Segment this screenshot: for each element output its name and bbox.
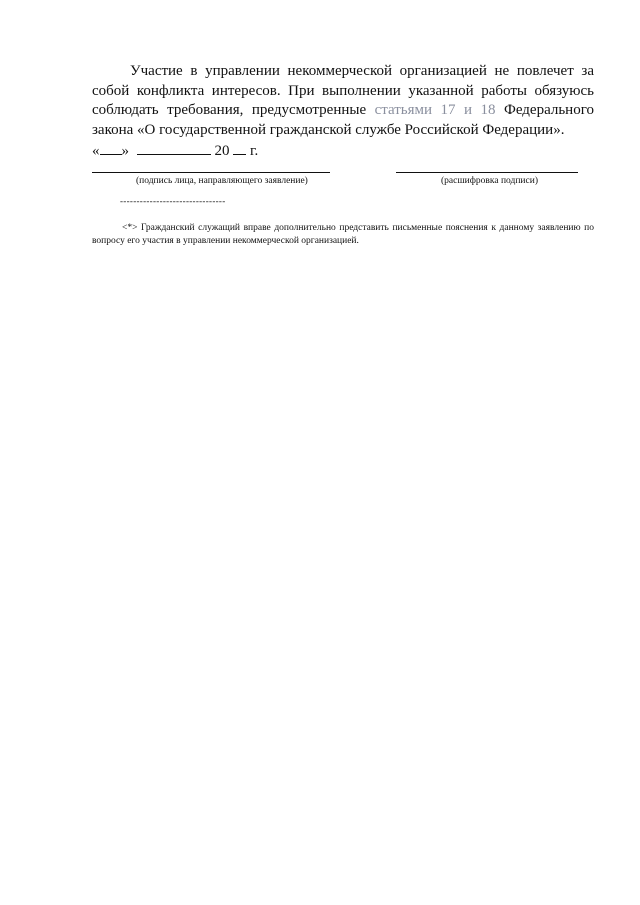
signature-line: [92, 172, 330, 173]
day-blank: [100, 142, 122, 155]
law-articles-link[interactable]: статьями 17 и 18: [374, 102, 496, 118]
signature-caption: (подпись лица, направляющего заявление): [136, 176, 308, 186]
year-blank: [233, 142, 246, 155]
date-quote-open: «: [92, 143, 100, 159]
year-prefix: 20: [214, 143, 230, 159]
signature-transcript-caption: (расшифровка подписи): [441, 176, 538, 186]
paragraph-text-end: Федерального закона «О государственной гражданской службе Российской Федерации».: [92, 102, 594, 138]
month-blank: [137, 142, 211, 155]
year-suffix: г.: [250, 143, 259, 159]
date-line: [92, 142, 258, 161]
date-quote-close: »: [121, 143, 129, 159]
footnote-text: <*> Гражданский служащий вправе дополнительно представить письменные пояснения к данному заявлению по вопросу его участия в управлении некоммерческой организацией.: [92, 223, 594, 246]
signature-transcript-line: [396, 172, 578, 173]
footnote-separator: --------------------------------: [120, 196, 226, 206]
statement-paragraph: [92, 62, 594, 140]
paragraph-text-start: Участие в управлении некоммерческой организацией не повлечет за собой конфликта интересов. При выполнении указанной работы обязуюсь соблюдать требования, предусмотренные: [92, 63, 594, 118]
